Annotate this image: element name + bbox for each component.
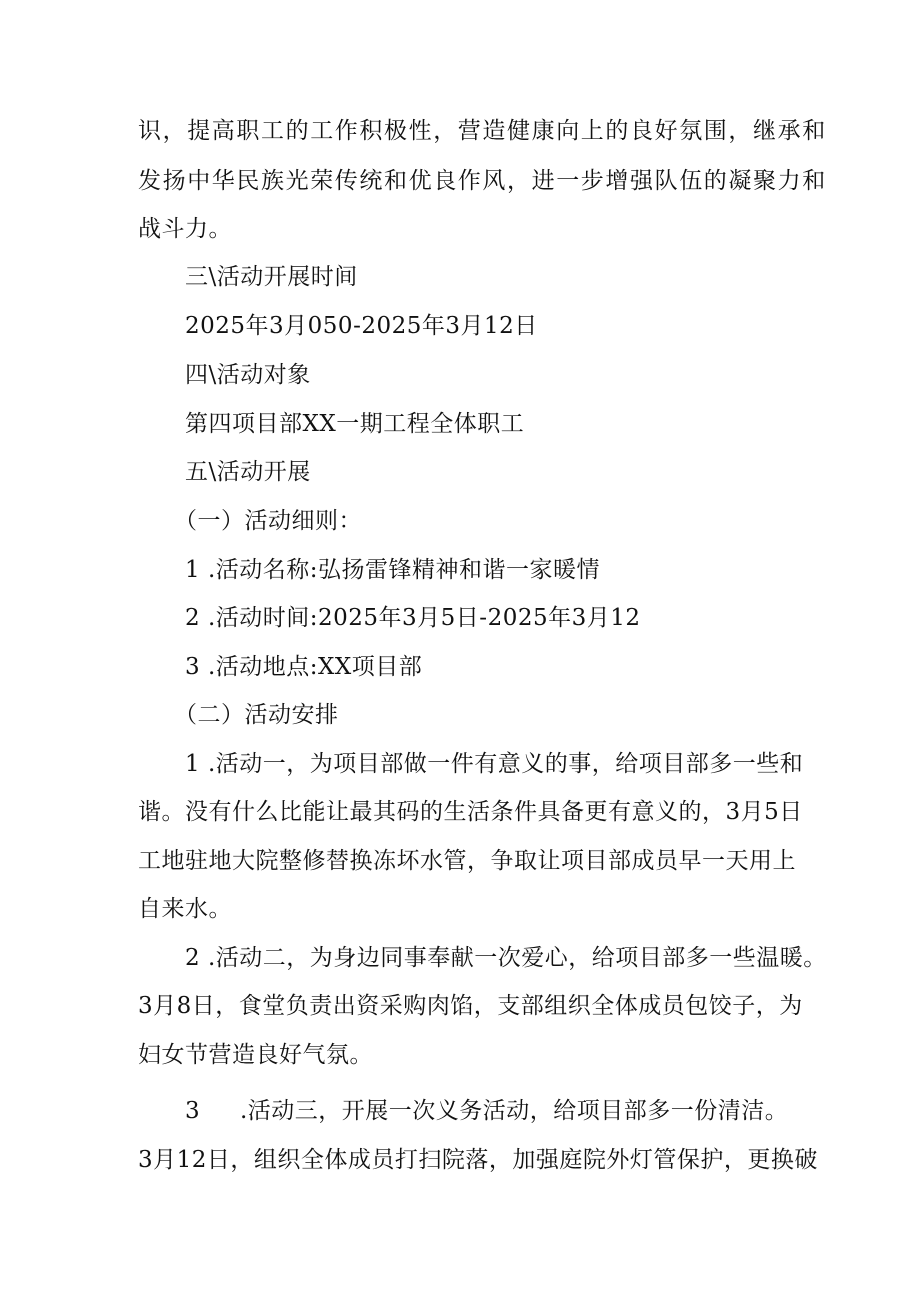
paragraph-line: 妇女节营造良好气氛。 bbox=[138, 1042, 373, 1068]
list-item: 2 .活动时间:2025年3月5日-2025年3月12 bbox=[185, 605, 641, 631]
paragraph-line: 谐。没有什么比能让最其码的生活条件具备更有意义的，3月5日 bbox=[138, 799, 803, 825]
section-heading: 四\活动对象 bbox=[185, 362, 311, 388]
paragraph-line: 识，提高职工的工作积极性，营造健康向上的良好氛围，继承和 bbox=[138, 118, 827, 144]
paragraph-line: 3月12日，组织全体成员打扫院落，加强庭院外灯管保护，更换破 bbox=[138, 1147, 818, 1173]
paragraph-line: 工地驻地大院整修替换冻坏水管，争取让项目部成员早一天用上 bbox=[138, 848, 796, 874]
paragraph-line: 战斗力。 bbox=[138, 216, 232, 242]
subsection-heading: （二）活动安排 bbox=[174, 702, 339, 728]
paragraph-line: 发扬中华民族光荣传统和优良作风，进一步增强队伍的凝聚力和 bbox=[138, 168, 827, 194]
list-item: 1 .活动名称:弘扬雷锋精神和谐一家暖情 bbox=[185, 557, 601, 583]
list-item-number: 3 bbox=[185, 1098, 201, 1124]
paragraph-line: 第四项目部XX一期工程全体职工 bbox=[185, 411, 525, 437]
paragraph-line: 自来水。 bbox=[138, 896, 232, 922]
list-item: 1 .活动一，为项目部做一件有意义的事，给项目部多一些和 bbox=[185, 751, 804, 777]
list-item: 3 .活动地点:XX项目部 bbox=[185, 654, 423, 680]
list-item: 2 .活动二，为身边同事奉献一次爱心，给项目部多一些温暖。 bbox=[185, 945, 827, 971]
paragraph-line: 2025年3月050-2025年3月12日 bbox=[185, 313, 538, 339]
subsection-heading: （一）活动细则： bbox=[174, 508, 362, 534]
section-heading: 三\活动开展时间 bbox=[185, 264, 358, 290]
section-heading: 五\活动开展 bbox=[185, 459, 311, 485]
paragraph-line: 3月8日，食堂负责出资采购肉馅，支部组织全体成员包饺子，为 bbox=[138, 993, 803, 1019]
list-item: .活动三，开展一次义务活动，给项目部多一份清洁。 bbox=[240, 1098, 789, 1124]
